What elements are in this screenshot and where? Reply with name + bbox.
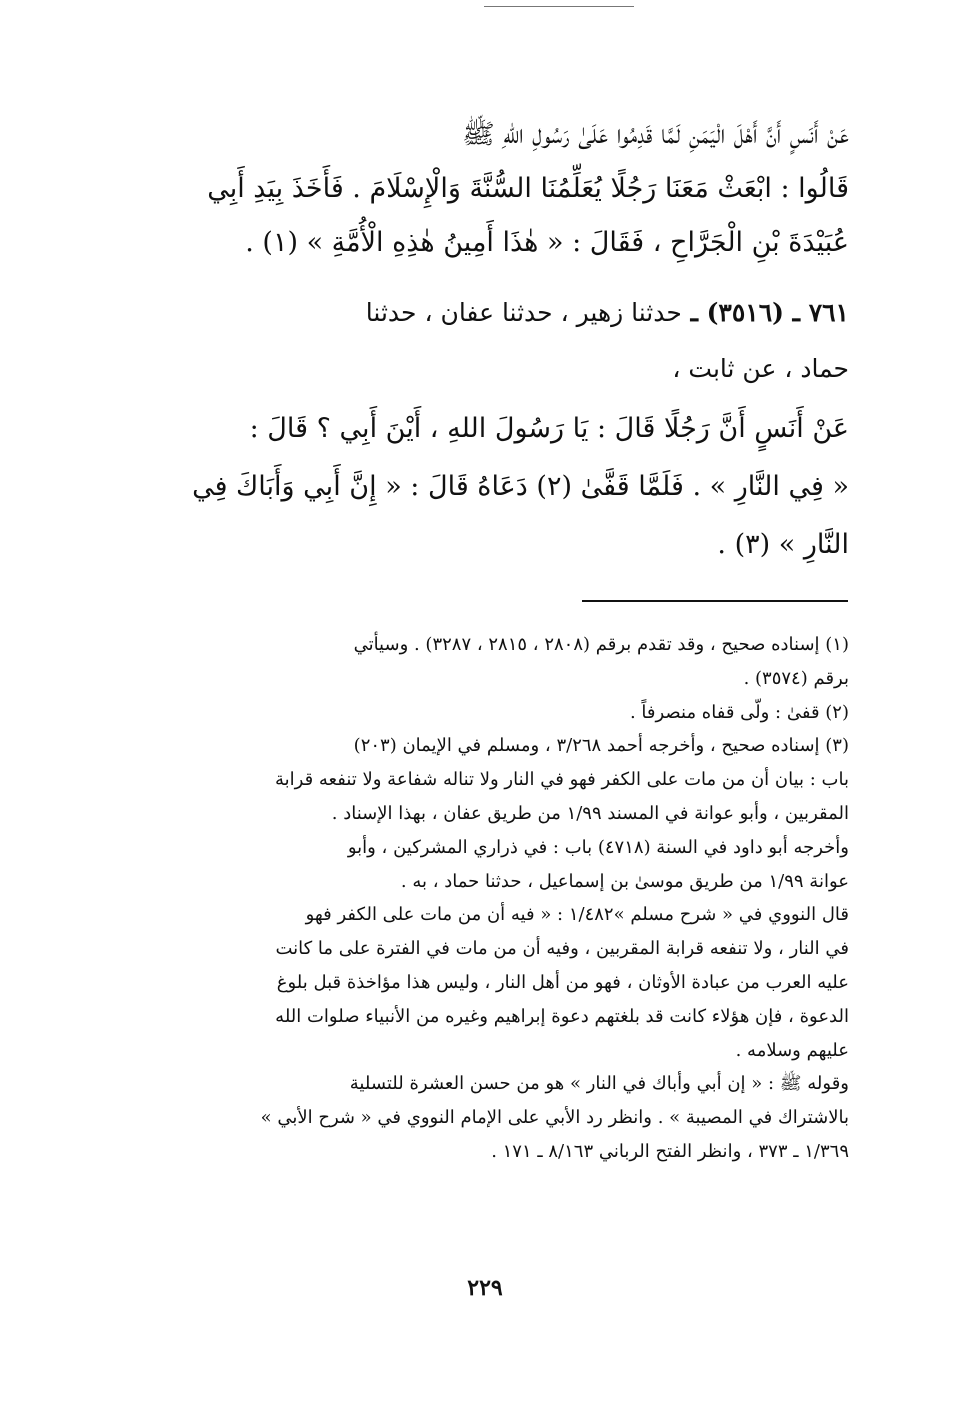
footnote-line: عليهم وسلامه . [735,1039,849,1061]
footnote-line: وقوله ﷺ : « إن أبي وأباك في النار » هو من حسن العشرة للتسلية [349,1073,849,1095]
text-line: عُبَيْدَةَ بْنِ الْجَرَّاحِ ، فَقَالَ : « هٰذَا أَمِينُ هٰذِهِ الْأُمَّةِ » (١) . [245,227,849,258]
text-line: النَّارِ » (٣) . [717,529,849,560]
footnote-line: الدعوة ، فإن هؤلاء كانت قد بلغتهم دعوة إبراهيم وغيره من الأنبياء صلوات الله [275,1005,849,1027]
top-rule [484,6,634,7]
hadith-number: ٧٦١ ـ (٣٥١٦) ـ [690,298,849,327]
page-number: ٢٢٩ [467,1275,503,1301]
footnote-line: في النار ، ولا تنفعه قرابة المقربين ، وفيه أن من مات في الفترة على ما كانت [275,938,849,960]
footnote-line: بالاشتراك في المصيبة » . وانظر رد الأبي على الإمام النووي في « شرح الأبي » [260,1107,849,1129]
text-line: عَنْ أَنَسٍ أَنَّ أَهْلَ الْيَمَنِ لَمَّا قَدِمُوا عَلَىٰ رَسُولِ اللهِ ﷺ [462,119,849,150]
footnote-line: عوانة ١/٩٩ من طريق موسىٰ بن إسماعيل ، حدثنا حماد ، به . [400,870,849,892]
hadith-number-line [159,285,849,341]
footnote-line: باب : بيان أن من مات على الكفر فهو في النار ولا تناله شفاعة ولا تنفعه قرابة [274,769,849,791]
footnote-line: المقربين ، وأبو عوانة في المسند ١/٩٩ من طريق عفان ، بهذا الإسناد . [331,802,849,824]
hadith-761-text [159,400,849,574]
footnote-line: قال النووي في « شرح مسلم »١/٤٨٢ : « فيه أن من مات على الكفر فهو [305,904,849,926]
footnote-line: (١) إسناده صحيح ، وقد تقدم برقم (٢٨٠٨ ، ٢٨١٥ ، ٣٢٨٧) . وسيأتي [353,634,849,655]
footnote-line: (٢) قفىٰ : ولّى قفاه منصرفاً . [629,701,849,723]
footnote-line: برقم (٣٥٧٤) . [743,667,849,689]
text-line: « فِي النَّارِ » . فَلَمَّا قَفَّىٰ (٢) دَعَاهُ قَالَ : « إِنَّ أَبِي وَأَبَاكَ فِي [192,471,849,502]
text-line: عَنْ أَنَسٍ أَنَّ رَجُلًا قَالَ : يَا رَسُولَ اللهِ ، أَيْنَ أَبِي ؟ قَالَ : [249,413,849,444]
text-line: قَالُوا : ابْعَثْ مَعَنَا رَجُلًا يُعَلِّمُنَا السُّنَّةَ وَالْإِسْلَامَ . فَأَخَذَ بِيَدِ أَبِي [207,173,849,204]
footnote-line: وأخرجه أبو داود في السنة (٤٧١٨) باب : في ذراري المشركين ، وأبو [347,836,849,858]
footnote-separator [582,600,848,602]
footnote-line: عليه العرب من عبادة الأوثان ، فهو من أهل النار ، وليس هذا مؤاخذة قبل بلوغ [276,971,849,993]
isnad-text: حماد ، عن ثابت ، [672,354,849,383]
footnote-line: ١/٣٦٩ ـ ٣٧٣ ، وانظر الفتح الرباني ٨/١٦٣ ـ ١٧١ . [491,1140,849,1162]
hadith-760-text [159,108,849,270]
footnote-line: (٣) إسناده صحيح ، وأخرجه أحمد ٣/٢٦٨ ، ومسلم في الإيمان (٢٠٣) [353,735,849,757]
hadith-761-header [159,285,849,397]
isnad-text: حدثنا زهير ، حدثنا عفان ، حدثنا [365,298,682,327]
footnotes [159,628,849,1169]
